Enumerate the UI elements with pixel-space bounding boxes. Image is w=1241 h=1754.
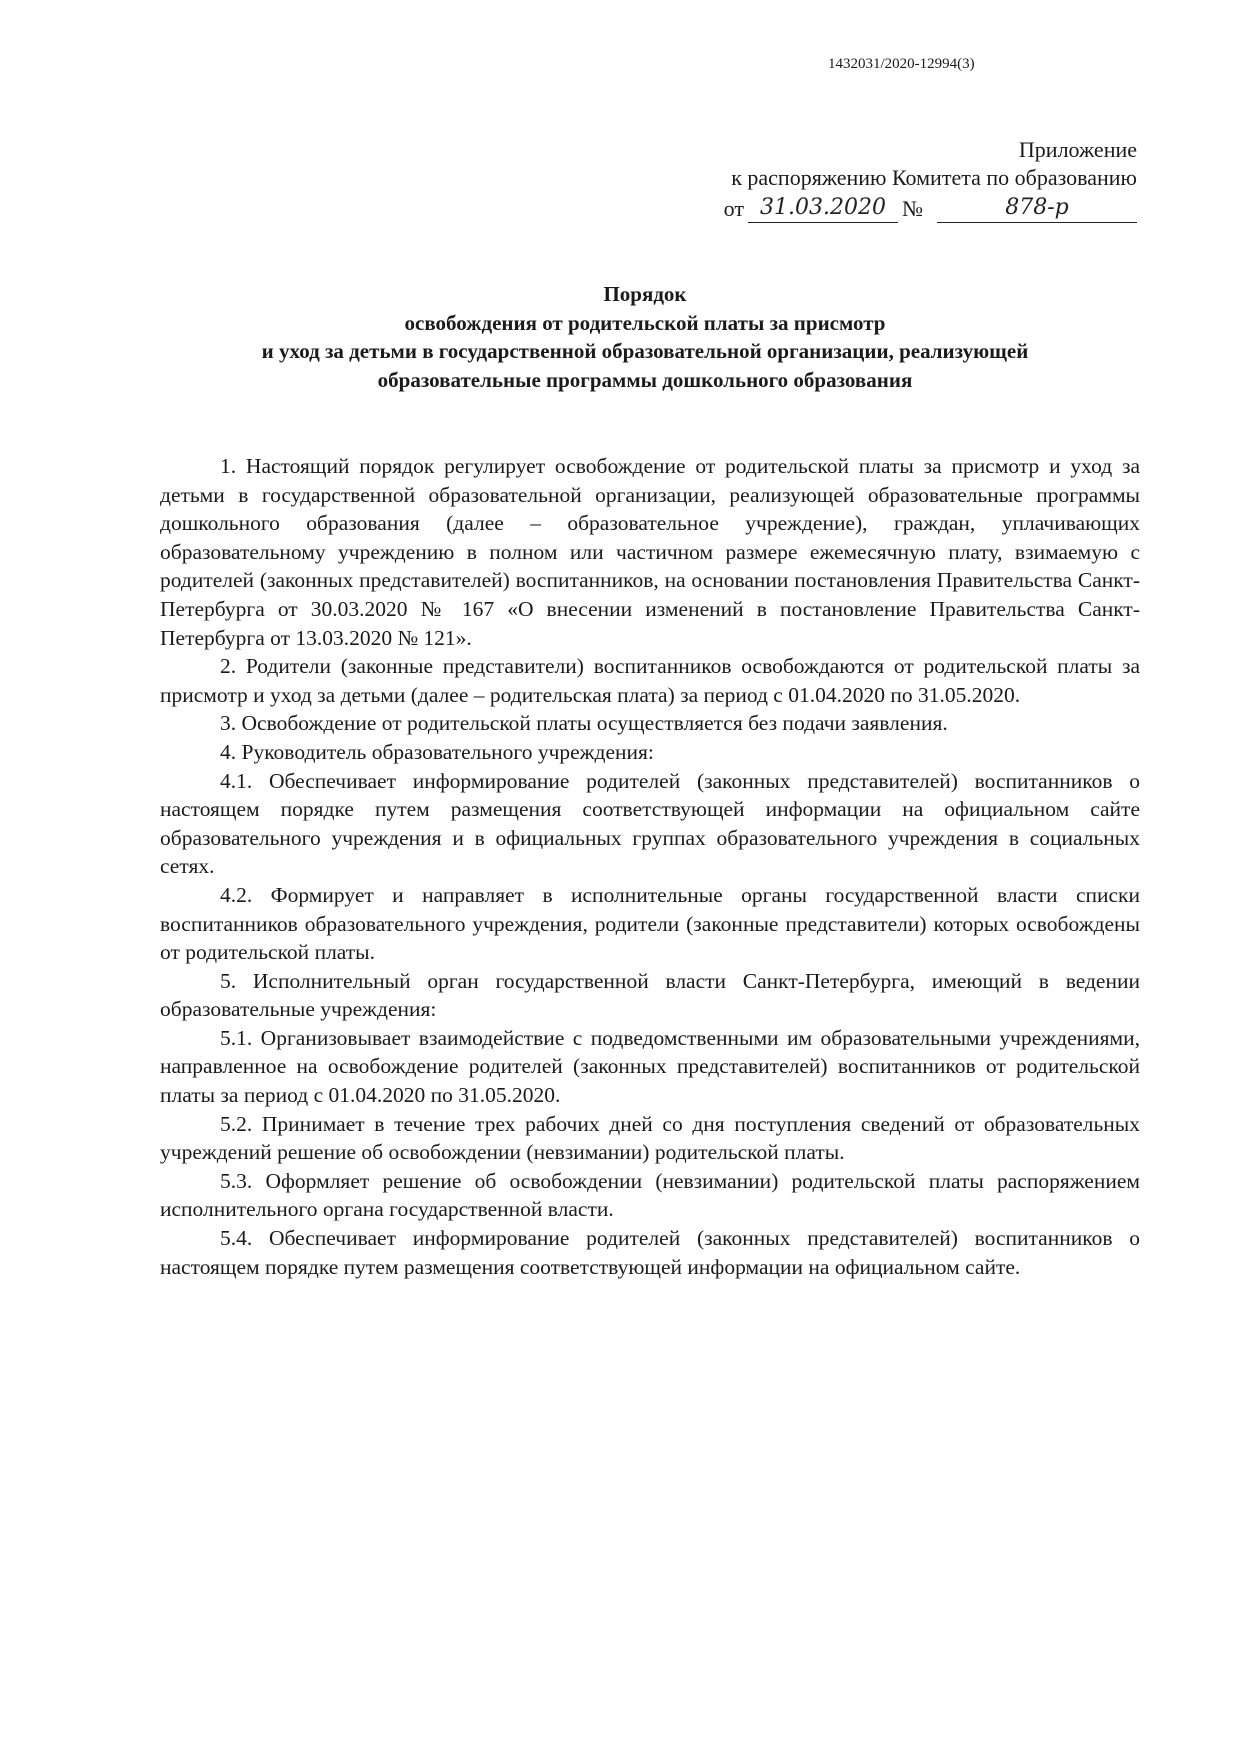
paragraph-4: 4. Руководитель образовательного учреждения: <box>220 739 654 764</box>
paragraph-5: 5. Исполнительный орган государственной власти Санкт-Петербурга, имеющий в ведении образовательные учреждения: <box>160 968 1140 1022</box>
document-number: 1432031/2020-12994(3) <box>828 56 975 72</box>
title-line: освобождения от родительской платы за присмотр <box>404 310 886 335</box>
document-body <box>160 452 1140 1281</box>
title-line: Порядок <box>603 282 687 306</box>
appendix-header <box>517 136 1137 223</box>
paragraph-2: 2. Родители (законные представители) воспитанников освобождаются от родительской платы за присмотр и уход за детьми (далее – родительская плата) за период с 01.04.2020 по 31.05.2020. <box>160 654 1140 707</box>
appendix-reference: к распоряжению Комитета по образованию <box>731 165 1137 190</box>
paragraph-5-2: 5.2. Принимает в течение трех рабочих дней со дня поступления сведений от образовательных учреждений решение об освобождении (невзимании) родительской платы. <box>160 1111 1140 1165</box>
paragraph-4-1: 4.1. Обеспечивает информирование родителей (законных представителей) воспитанников о настоящем порядке путем размещения соответствующей информации на официальном сайте образовательного учреждения и в официальных группах образовательного учреждения в социальных сетях. <box>160 768 1140 879</box>
paragraph-5-3: 5.3. Оформляет решение об освобождении (невзимании) родительской платы распоряжением исполнительного органа государственной власти. <box>160 1168 1140 1222</box>
number-label: № <box>902 196 923 221</box>
title-line: образовательные программы дошкольного образования <box>377 367 913 392</box>
paragraph-3: 3. Освобождение от родительской платы осуществляется без подачи заявления. <box>220 711 948 736</box>
handwritten-number: 878-р <box>937 194 1137 223</box>
paragraph-4-2: 4.2. Формирует и направляет в исполнительные органы государственной власти списки воспитанников образовательного учреждения, родители (законные представители) которых освобождены от родительской платы. <box>160 882 1140 965</box>
paragraph-5-4: 5.4. Обеспечивает информирование родителей (законных представителей) воспитанников о настоящем порядке путем размещения соответствующей информации на официальном сайте. <box>160 1226 1140 1279</box>
appendix-date-number <box>517 194 1137 223</box>
from-label: от <box>723 196 744 221</box>
paragraph-1: 1. Настоящий порядок регулирует освобождение от родительской платы за присмотр и уход за детьми в государственной образовательной организации, реализующей образовательные программы дошкольного образования (далее – образовательное учреждение), граждан, уплачивающих образовательному учреждению в полном или частичном размере ежемесячную плату, взимаемую с родителей (законных представителей) воспитанников, на основании постановления Правительства Санкт-Петербурга от 30.03.2020 № 167 «О внесении изменений в постановление Правительства Санкт-Петербурга от 13.03.2020 № 121». <box>160 454 1140 650</box>
appendix-label: Приложение <box>1018 137 1137 162</box>
paragraph-5-1: 5.1. Организовывает взаимодействие с подведомственными им образовательными учреждениями, направленное на освобождение родителей (законных представителей) воспитанников от родительской платы за период с 01.04.2020 по 31.05.2020. <box>160 1025 1140 1108</box>
document-title <box>140 280 1150 394</box>
title-line: и уход за детьми в государственной образовательной организации, реализующей <box>261 339 1029 363</box>
handwritten-date: 31.03.2020 <box>748 194 898 223</box>
